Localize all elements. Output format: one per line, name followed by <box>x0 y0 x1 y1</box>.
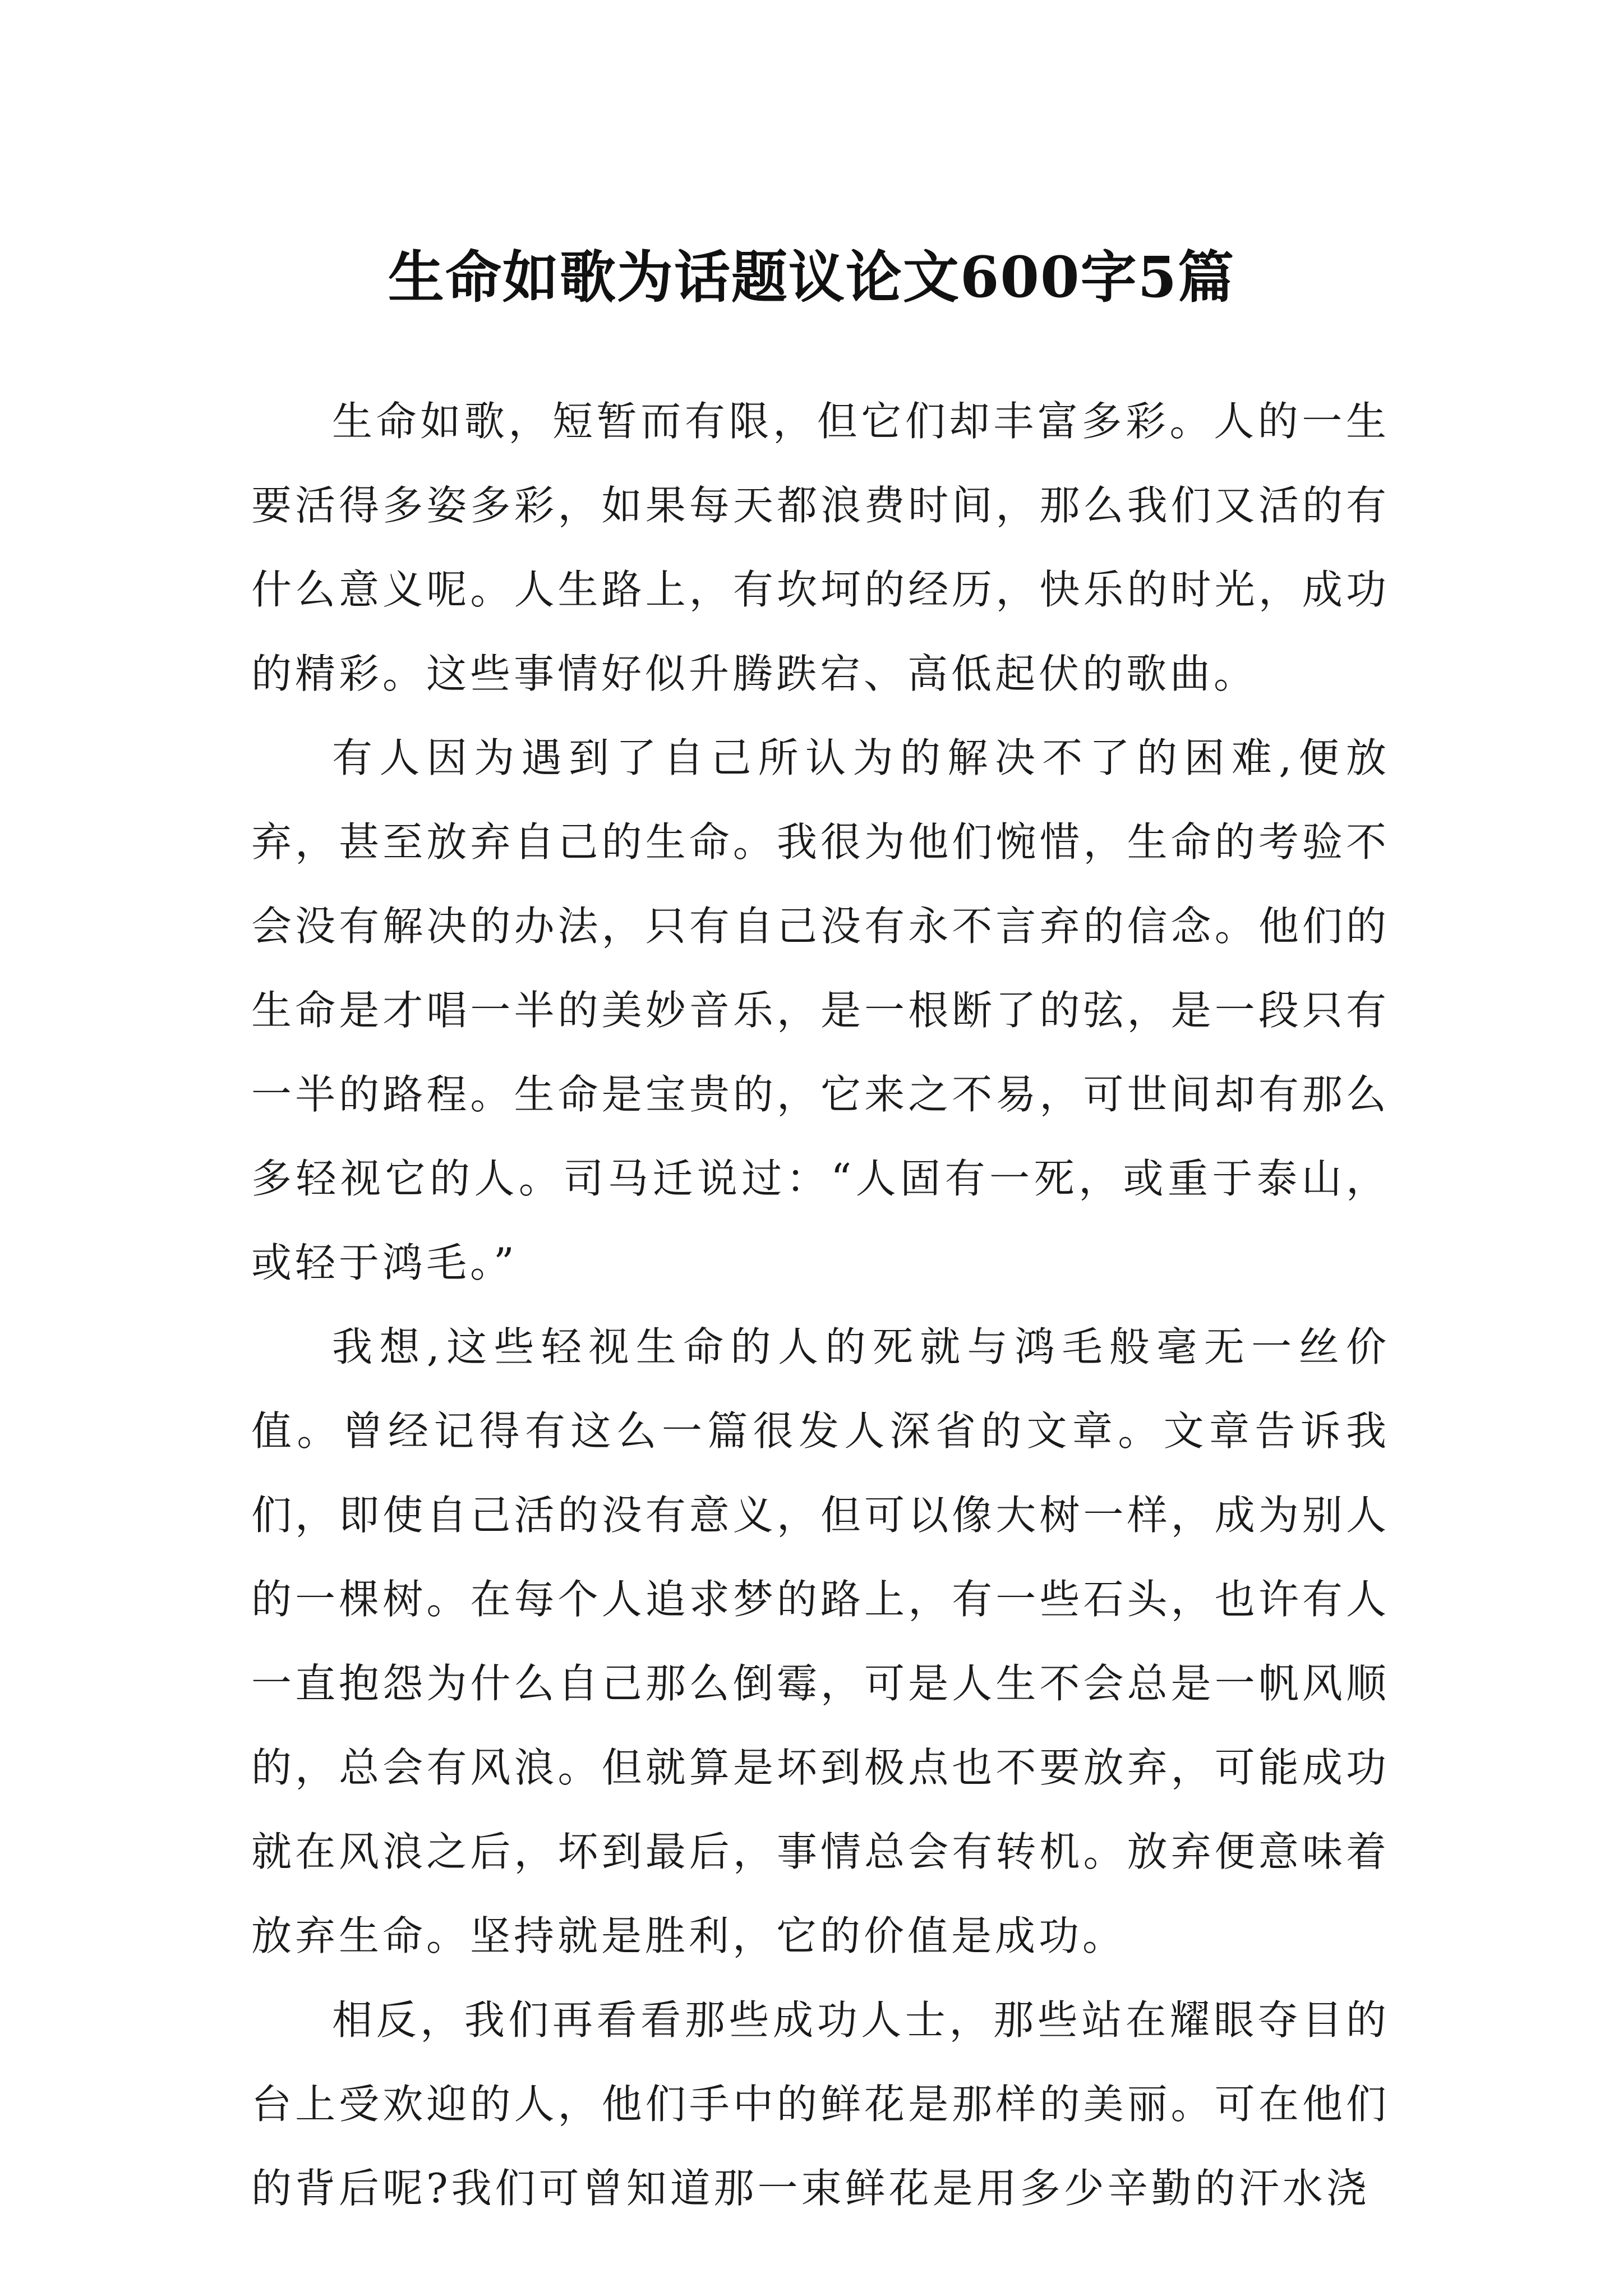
paragraph-2: 有人因为遇到了自己所认为的解决不了的困难,便放弃，甚至放弃自己的生命。我很为他们惋惜，生命的考验不会没有解决的办法，只有自己没有永不言弃的信念。他们的生命是才唱一半的美妙音乐，是一根断了的弦，是一段只有一半的路程。生命是宝贵的，它来之不易，可世间却有那么多轻视它的人。司马迁说过：“人固有一死，或重于泰山，或轻于鸿毛。” <box>251 734 1390 1286</box>
document-body <box>251 379 1390 2230</box>
document-title: 生命如歌为话题议论文600字5篇 <box>388 244 1235 310</box>
paragraph-3: 我想,这些轻视生命的人的死就与鸿毛般毫无一丝价值。曾经记得有这么一篇很发人深省的文章。文章告诉我们，即使自己活的没有意义，但可以像大树一样，成为别人的一棵树。在每个人追求梦的路上，有一些石头，也许有人一直抱怨为什么自己那么倒霉，可是人生不会总是一帆风顺的，总会有风浪。但就算是坏到极点也不要放弃，可能成功就在风浪之后，坏到最后，事情总会有转机。放弃便意味着放弃生命。坚持就是胜利，它的价值是成功。 <box>251 1323 1390 1959</box>
paragraph-4: 相反，我们再看看那些成功人士，那些站在耀眼夺目的台上受欢迎的人，他们手中的鲜花是那样的美丽。可在他们的背后呢?我们可曾知道那一束鲜花是用多少辛勤的汗水浇 <box>251 1996 1390 2212</box>
paragraph-1: 生命如歌，短暂而有限，但它们却丰富多彩。人的一生要活得多姿多彩，如果每天都浪费时间，那么我们又活的有什么意义呢。人生路上，有坎坷的经历，快乐的时光，成功的精彩。这些事情好似升腾跌宕、高低起伏的歌曲。 <box>251 398 1390 697</box>
